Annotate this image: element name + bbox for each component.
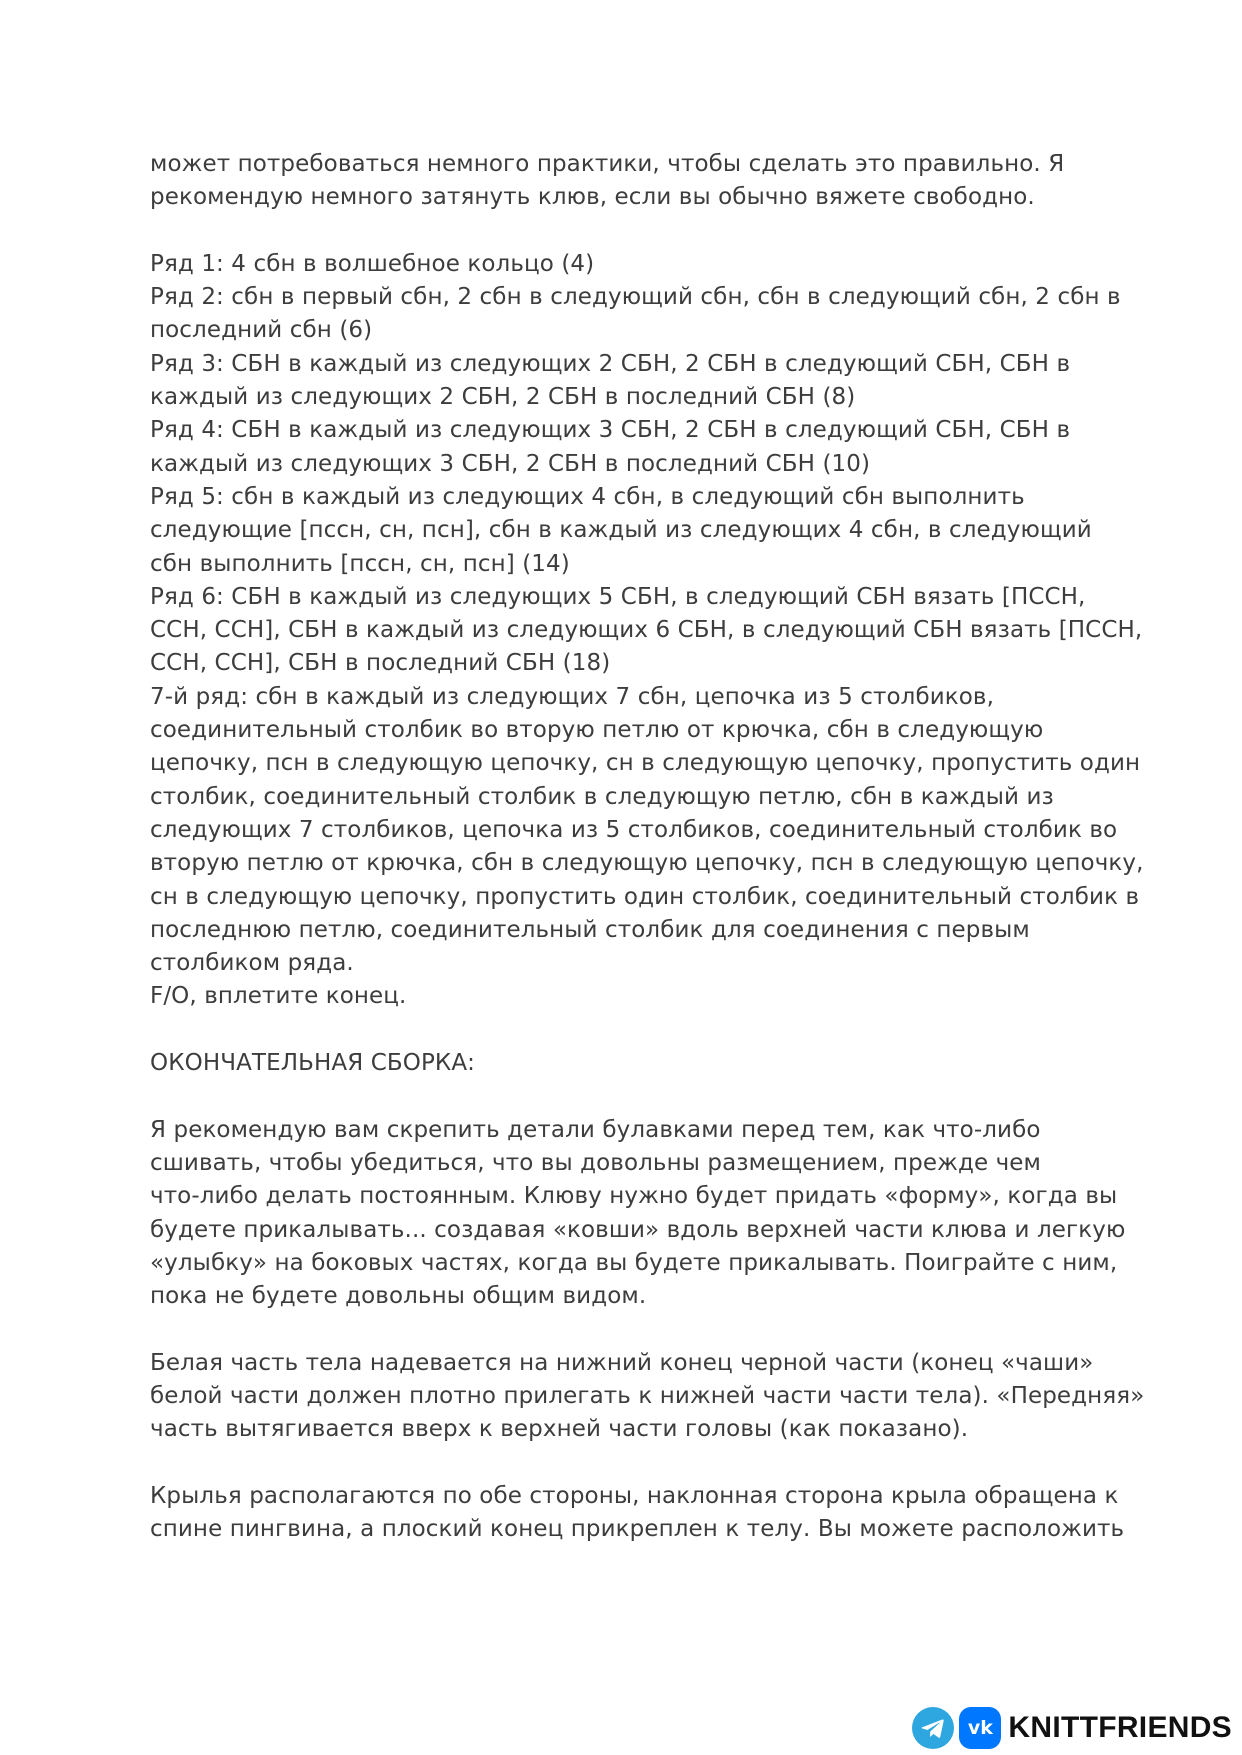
document-body: [150, 148, 1145, 1546]
paragraph-gap: [150, 1313, 1110, 1346]
text-line: сбн выполнить [пссн, сн, псн] (14): [150, 550, 570, 577]
text-line: F/O, вплетите конец.: [150, 983, 407, 1010]
text-line: Крылья располагаются по обе стороны, наклонная сторона крыла обращена к: [150, 1482, 1119, 1509]
text-line: Ряд 1: 4 сбн в волшебное кольцо (4): [150, 250, 595, 277]
text-line: каждый из следующих 3 СБН, 2 СБН в последний СБН (10): [150, 450, 871, 477]
text-line: пока не будете довольны общим видом.: [150, 1283, 647, 1310]
text-line: столбик, соединительный столбик в следующую петлю, сбн в каждый из: [150, 783, 1054, 810]
text-line: Я рекомендую вам скрепить детали булавками перед тем, как что-либо: [150, 1116, 1041, 1143]
text-line: белой части должен плотно прилегать к нижней части части тела). «Передняя»: [150, 1382, 1145, 1409]
text-line: столбиком ряда.: [150, 950, 354, 977]
text-line: ССН, ССН], СБН в каждый из следующих 6 СБН, в следующий СБН вязать [ПССН,: [150, 617, 1143, 644]
text-line: ОКОНЧАТЕЛЬНАЯ СБОРКА:: [150, 1050, 476, 1077]
text-line: 7-й ряд: сбн в каждый из следующих 7 сбн, цепочка из 5 столбиков,: [150, 683, 995, 710]
text-line: что-либо делать постоянным. Клюву нужно будет придать «форму», когда вы: [150, 1183, 1118, 1210]
text-line: следующие [пссн, сн, псн], сбн в каждый из следующих 4 сбн, в следующий: [150, 517, 1092, 544]
text-line: Ряд 2: сбн в первый сбн, 2 сбн в следующий сбн, сбн в следующий сбн, 2 сбн в: [150, 284, 1121, 311]
text-line: сшивать, чтобы убедиться, что вы довольны размещением, прежде чем: [150, 1149, 1041, 1176]
text-line: часть вытягивается вверх к верхней части головы (как показано).: [150, 1416, 969, 1443]
vk-icon-text: vk: [967, 1717, 993, 1739]
text-line: Белая часть тела надевается на нижний конец черной части (конец «чаши»: [150, 1349, 1094, 1376]
vk-icon[interactable]: [959, 1707, 1001, 1749]
text-line: соединительный столбик во вторую петлю от крючка, сбн в следующую: [150, 717, 1044, 744]
text-line: будете прикалывать... создавая «ковши» вдоль верхней части клюва и легкую: [150, 1216, 1126, 1243]
text-line: вторую петлю от крючка, сбн в следующую цепочку, псн в следующую цепочку,: [150, 850, 1144, 877]
text-line: ССН, ССН], СБН в последний СБН (18): [150, 650, 611, 677]
text-line: последний сбн (6): [150, 317, 373, 344]
text-line: рекомендую немного затянуть клюв, если вы обычно вяжете свободно.: [150, 184, 1035, 211]
text-line: каждый из следующих 2 СБН, 2 СБН в последний СБН (8): [150, 384, 856, 411]
text-line: спине пингвина, а плоский конец прикреплен к телу. Вы можете расположить: [150, 1516, 1125, 1543]
text-line: Ряд 4: СБН в каждый из следующих 3 СБН, 2 СБН в следующий СБН, СБН в: [150, 417, 1071, 444]
paragraph-gap: [150, 215, 1110, 248]
text-line: сн в следующую цепочку, пропустить один столбик, соединительный столбик в: [150, 883, 1140, 910]
telegram-icon[interactable]: [912, 1707, 954, 1749]
text-line: может потребоваться немного практики, чтобы сделать это правильно. Я: [150, 151, 1065, 177]
paragraph-gap: [150, 1447, 1110, 1480]
text-line: «улыбку» на боковых частях, когда вы будете прикалывать. Поиграйте с ним,: [150, 1249, 1118, 1276]
text-line: цепочку, псн в следующую цепочку, сн в следующую цепочку, пропустить один: [150, 750, 1141, 777]
text-line: следующих 7 столбиков, цепочка из 5 столбиков, соединительный столбик во: [150, 816, 1118, 843]
text-line: последнюю петлю, соединительный столбик для соединения с первым: [150, 916, 1030, 943]
paragraph-gap: [150, 1014, 1110, 1047]
brand-name: KNITTFRIENDS: [1008, 1711, 1232, 1744]
text-line: Ряд 5: сбн в каждый из следующих 4 сбн, в следующий сбн выполнить: [150, 483, 1025, 510]
text-line: Ряд 6: СБН в каждый из следующих 5 СБН, в следующий СБН вязать [ПССН,: [150, 583, 1086, 610]
text-line: Ряд 3: СБН в каждый из следующих 2 СБН, 2 СБН в следующий СБН, СБН в: [150, 350, 1071, 377]
paragraph-gap: [150, 1080, 1110, 1113]
footer-branding: [912, 1707, 1232, 1749]
